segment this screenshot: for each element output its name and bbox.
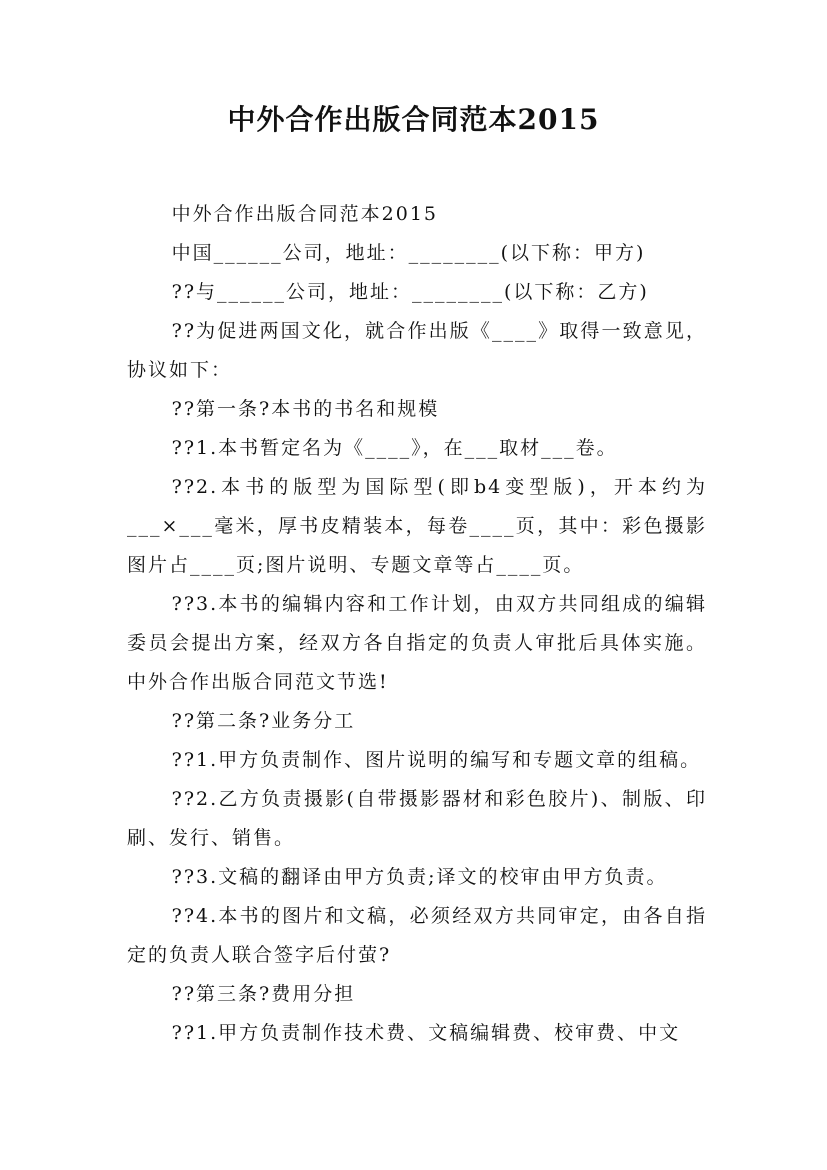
section-heading: ??第一条?本书的书名和规模 [171, 398, 440, 420]
paragraph: ??为促进两国文化，就合作出版《____》取得一致意见，协议如下： [127, 320, 707, 381]
paragraph: ??1.甲方负责制作、图片说明的编写和专题文章的组稿。 [171, 749, 702, 771]
paragraph: 中外合作出版合同范本2015 [171, 203, 438, 225]
paragraph: ??3.文稿的翻译由甲方负责;译文的校审由甲方负责。 [171, 866, 668, 888]
paragraph: ??3.本书的编辑内容和工作计划，由双方共同组成的编辑委员会提出方案，经双方各自指定的负责人审批后具体实施。中外合作出版合同范文节选! [127, 593, 707, 693]
document-body [127, 195, 707, 1053]
section-heading: ??第三条?费用分担 [171, 983, 356, 1005]
paragraph: ??2.本书的版型为国际型(即b4变型版)，开本约为___×___毫米，厚书皮精装本，每卷____页，其中：彩色摄影图片占____页;图片说明、专题文章等占____页。 [127, 476, 707, 576]
paragraph: ??4.本书的图片和文稿，必须经双方共同审定，由各自指定的负责人联合签字后付萤? [127, 905, 707, 966]
paragraph: 中国______公司，地址：________(以下称：甲方) [171, 242, 646, 264]
paragraph: ??1.甲方负责制作技术费、文稿编辑费、校审费、中文 [171, 1022, 681, 1044]
paragraph: ??1.本书暂定名为《____》，在___取材___卷。 [171, 437, 618, 459]
section-heading: ??第二条?业务分工 [171, 710, 356, 732]
paragraph: ??与______公司，地址：________(以下称：乙方) [171, 281, 649, 303]
paragraph: ??2.乙方负责摄影(自带摄影器材和彩色胶片)、制版、印刷、发行、销售。 [127, 788, 707, 849]
document-title: 中外合作出版合同范本2015 [227, 103, 600, 136]
